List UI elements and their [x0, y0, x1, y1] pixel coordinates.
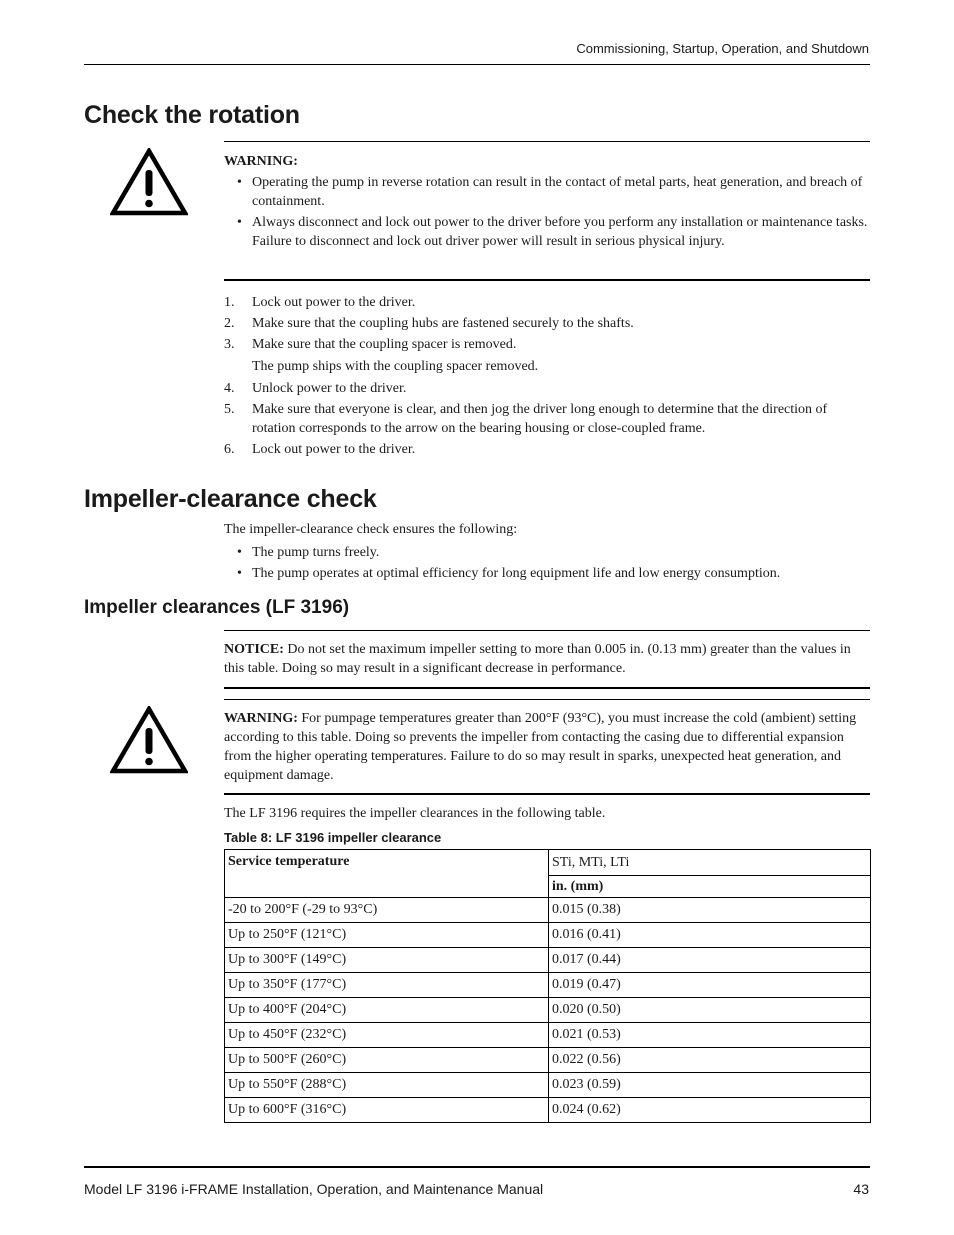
cell-clearance: 0.020 (0.50) — [549, 998, 871, 1023]
impeller-check-body — [224, 520, 870, 585]
cell-clearance: 0.022 (0.56) — [549, 1048, 871, 1073]
warning-triangle-icon — [110, 706, 188, 774]
table-row — [225, 1048, 871, 1073]
running-header: Commissioning, Startup, Operation, and Shutdown — [576, 41, 869, 56]
warning-label: WARNING: — [224, 154, 298, 169]
cell-clearance: 0.019 (0.47) — [549, 973, 871, 998]
cell-temperature: Up to 250°F (121°C) — [225, 923, 549, 948]
warning-text: For pumpage temperatures greater than 200°F (93°C), you must increase the cold (ambient) setting according to this table. Doing so prevents the impeller from contacting the casing due to differential expansion from the higher operating temperatures. Failure to do so may result in sparks, unexpected heat generation, and equipment damage. — [224, 711, 857, 783]
header-rule — [84, 64, 870, 65]
check-bullet: • The pump operates at optimal efficiency for long equipment life and low energy consumption. — [224, 564, 870, 583]
cell-temperature: Up to 400°F (204°C) — [225, 998, 549, 1023]
notice-block — [224, 640, 870, 678]
step-text: Lock out power to the driver. — [252, 295, 416, 310]
notice-bottom-rule — [224, 687, 870, 689]
step-text: Make sure that the coupling hubs are fastened securely to the shafts. — [252, 316, 634, 331]
warning-top-rule — [224, 141, 870, 142]
step-item — [224, 293, 870, 312]
rotation-warning — [224, 152, 870, 253]
table-row — [225, 948, 871, 973]
impeller-clearance-table — [224, 849, 871, 1123]
step-number: 3. — [224, 337, 235, 352]
step-number: 1. — [224, 295, 235, 310]
warning2-top-rule — [224, 699, 870, 700]
step-text: Lock out power to the driver. — [252, 442, 416, 457]
header-model-group: STi, MTi, LTi — [549, 850, 871, 876]
warning-bullet: • Operating the pump in reverse rotation can result in the contact of metal parts, heat generation, and breach of containment. — [224, 173, 870, 211]
intro-text: The impeller-clearance check ensures the following: — [224, 522, 518, 537]
step-number: 6. — [224, 442, 235, 457]
cell-clearance: 0.021 (0.53) — [549, 1023, 871, 1048]
table-caption: Table 8: LF 3196 impeller clearance — [224, 830, 442, 845]
step-number: 4. — [224, 381, 235, 396]
step-text: Make sure that everyone is clear, and then jog the driver long enough to determine that the direction of rotation corresponds to the arrow on the bearing housing or close-coupled frame. — [252, 402, 828, 436]
step-item — [224, 314, 870, 333]
temperature-warning — [224, 709, 870, 785]
table-row — [225, 923, 871, 948]
section-title-check-rotation: Check the rotation — [84, 101, 300, 129]
warning-label: WARNING: — [224, 711, 298, 726]
cell-clearance: 0.015 (0.38) — [549, 898, 871, 923]
cell-temperature: -20 to 200°F (-29 to 93°C) — [225, 898, 549, 923]
cell-clearance: 0.017 (0.44) — [549, 948, 871, 973]
table-row — [225, 973, 871, 998]
cell-temperature: Up to 550°F (288°C) — [225, 1073, 549, 1098]
step-number: 2. — [224, 316, 235, 331]
footer-manual-title: Model LF 3196 i-FRAME Installation, Operation, and Maintenance Manual — [84, 1181, 544, 1197]
header-unit: in. (mm) — [549, 876, 871, 898]
step-item — [224, 400, 870, 438]
check-bullet: • The pump turns freely. — [224, 543, 870, 562]
step-text: Unlock power to the driver. — [252, 381, 407, 396]
header-service-temperature: Service temperature — [225, 850, 549, 898]
table-row — [225, 1023, 871, 1048]
page-number: 43 — [853, 1181, 869, 1197]
footer-rule — [84, 1166, 870, 1168]
cell-temperature: Up to 300°F (149°C) — [225, 948, 549, 973]
cell-clearance: 0.016 (0.41) — [549, 923, 871, 948]
table-row — [225, 1098, 871, 1123]
warning-triangle-icon — [110, 148, 188, 216]
step-item — [224, 335, 870, 354]
table-row — [225, 1073, 871, 1098]
section-title-impeller-check: Impeller-clearance check — [84, 485, 377, 513]
cell-temperature: Up to 500°F (260°C) — [225, 1048, 549, 1073]
warning-bullet: • Always disconnect and lock out power to the driver before you perform any installation or maintenance tasks. Failure to disconnect and lock out driver power will result in serious physical injury. — [224, 213, 870, 251]
rotation-steps — [224, 293, 870, 461]
section-title-impeller-clearances: Impeller clearances (LF 3196) — [84, 597, 350, 618]
step-item — [224, 379, 870, 398]
warning2-bottom-rule — [224, 793, 870, 795]
cell-temperature: Up to 450°F (232°C) — [225, 1023, 549, 1048]
cell-clearance: 0.024 (0.62) — [549, 1098, 871, 1123]
table-header-row — [225, 850, 871, 876]
notice-label: NOTICE: — [224, 642, 284, 657]
step-item — [224, 440, 870, 459]
table-row — [225, 898, 871, 923]
notice-text: Do not set the maximum impeller setting to more than 0.005 in. (0.13 mm) greater than the values in this table. Doing so may result in a significant decrease in performance. — [224, 642, 851, 676]
table-intro: The LF 3196 requires the impeller clearances in the following table. — [224, 806, 606, 821]
step-note: The pump ships with the coupling spacer removed. — [252, 359, 539, 374]
cell-temperature: Up to 350°F (177°C) — [225, 973, 549, 998]
cell-clearance: 0.023 (0.59) — [549, 1073, 871, 1098]
warning-bottom-rule — [224, 279, 870, 281]
step-text: Make sure that the coupling spacer is removed. — [252, 337, 517, 352]
step-number: 5. — [224, 402, 235, 417]
table-row — [225, 998, 871, 1023]
notice-top-rule — [224, 630, 870, 631]
cell-temperature: Up to 600°F (316°C) — [225, 1098, 549, 1123]
